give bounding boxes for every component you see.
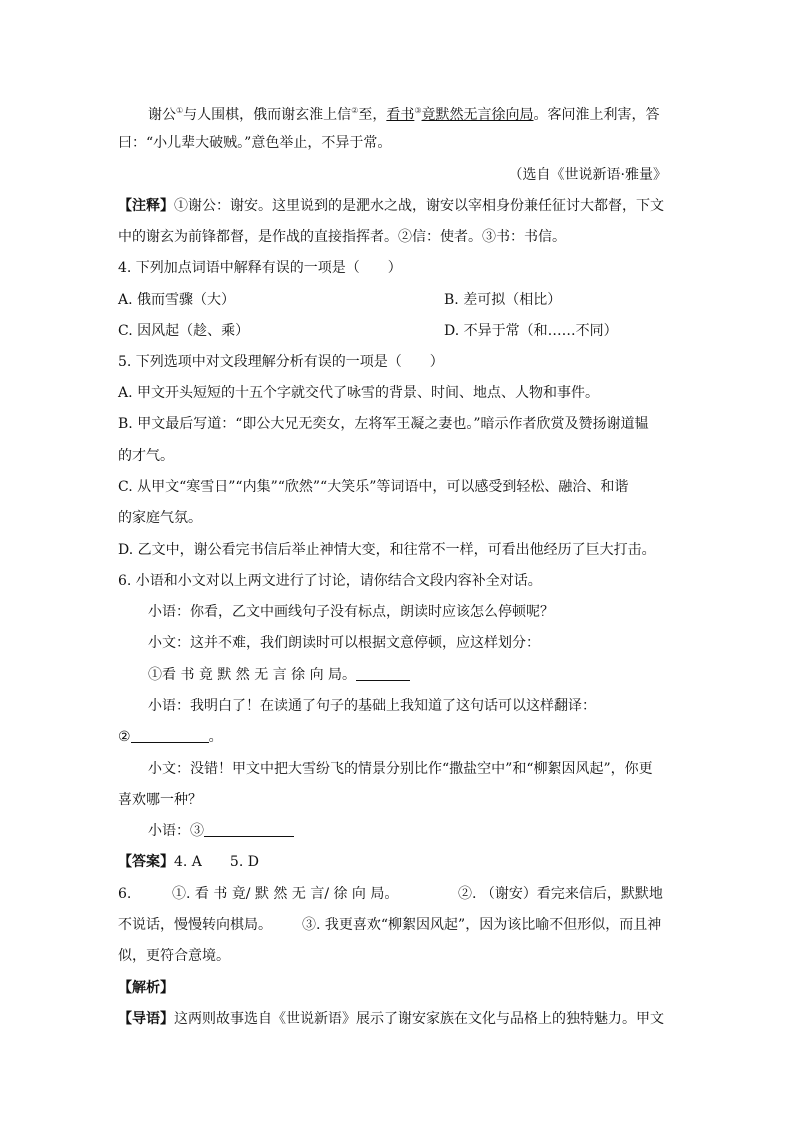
passage-source: （选自《世说新语·雅量》 <box>508 167 667 183</box>
q5-option-b-line-1: B. 甲文最后写道：“即公大兄无奕女，左将军王凝之妻也。”暗示作者欣赏及赞扬谢道韫 <box>118 416 649 432</box>
guide-line <box>118 1009 664 1029</box>
answer-6-part-2: ②. （谢安）看完来信后，默默地 <box>458 886 663 902</box>
q6-dialogue-6: 小文：没错！甲文中把大雪纷飞的情景分别比作“撒盐空中”和“柳絮因风起”，你更 <box>148 761 653 777</box>
guide-label: 【导语】 <box>118 1011 174 1027</box>
answer-label: 【答案】 <box>118 854 174 870</box>
analysis-label: 【解析】 <box>118 980 174 996</box>
q5-option-d: D. 乙文中，谢公看完书信后举止神情大变，和往常不一样，可看出他经历了巨大打击。 <box>118 542 656 558</box>
note-line-2: 中的谢玄为前锋都督，是作战的直接指挥者。②信：使者。③书：书信。 <box>118 229 566 245</box>
answer-6-line-2a: 不说话，慢慢转向棋局。 <box>118 917 272 933</box>
answer-line-1 <box>118 852 259 872</box>
answer-number-6: 6. <box>118 886 132 902</box>
note-label: 【注释】 <box>118 198 174 214</box>
q5-option-a: A. 甲文开头短短的十五个字就交代了咏雪的背景、时间、地点、人物和事件。 <box>118 385 600 401</box>
answer-6-part-1: ①. 看 书 竟/ 默 然 无 言/ 徐 向 局。 <box>172 886 399 902</box>
q6-dialogue-2: 小文：这并不难，我们朗读时可以根据文意停顿，应这样划分： <box>148 635 540 651</box>
answer-blank-3[interactable] <box>204 822 294 837</box>
q6-blank-number: ② <box>118 729 131 745</box>
q6-period: 。 <box>208 729 223 745</box>
underlined-sentence: 看书 <box>386 107 415 123</box>
underlined-sentence: 竟默然无言徐向局 <box>421 107 534 123</box>
passage-text: 。客问淮上利害，答 <box>533 107 660 123</box>
q6-stem: 6. 小语和小文对以上两文进行了讨论，请你结合文段内容补全对话。 <box>118 573 542 589</box>
passage-text: 与人围棋，俄而谢玄淮上信 <box>183 107 352 123</box>
q4-stem: 4. 下列加点词语中解释有误的一项是（ ） <box>118 260 402 276</box>
footnote-marker: ③ <box>414 106 422 115</box>
q4-option-c: C. 因风起（趁、乘） <box>118 323 250 339</box>
q4-option-d: D. 不异于常（和……不同） <box>444 323 618 339</box>
q5-option-c-line-1: C. 从甲文“寒雪日”“内集”“欣然”“大笑乐”等词语中，可以感受到轻松、融洽、和谐 <box>118 479 629 495</box>
note-text: ①谢公：谢安。这里说到的是淝水之战，谢安以宰相身份兼任征讨大都督，下文 <box>174 198 664 214</box>
q4-option-a: A. 俄而雪骤（大） <box>118 292 236 308</box>
passage-text: 至， <box>358 107 387 123</box>
passage-line-2: 曰：“小儿辈大破贼。”意色举止，不异于常。 <box>118 135 392 151</box>
passage-line-1 <box>148 101 660 125</box>
answer-blank-1[interactable] <box>356 666 410 681</box>
q5-option-b-line-2: 的才气。 <box>118 448 174 464</box>
note-line-1 <box>118 196 664 216</box>
answer-text: 4. A 5. D <box>174 854 259 870</box>
answer-blank-2[interactable] <box>131 728 209 743</box>
q6-dialogue-3 <box>148 665 410 685</box>
q5-option-c-line-2: 的家庭气氛。 <box>118 510 202 526</box>
q6-blank-number: 小语：③ <box>148 823 204 839</box>
footnote-marker: ① <box>176 106 184 115</box>
passage-text: 谢公 <box>148 107 176 123</box>
guide-text: 这两则故事选自《世说新语》展示了谢安家族在文化与品格上的独特魅力。甲文 <box>174 1011 664 1027</box>
q6-dialogue-8 <box>148 821 294 841</box>
q6-dialogue-5 <box>118 727 223 747</box>
answer-6-line-3: 似，更符合意境。 <box>118 948 230 964</box>
q6-dialogue-4: 小语：我明白了！在读通了句子的基础上我知道了这句话可以这样翻译： <box>148 698 596 714</box>
q5-stem: 5. 下列选项中对文段理解分析有误的一项是（ ） <box>118 354 444 370</box>
answer-6-line-2b: ③. 我更喜欢“柳絮因风起”，因为该比喻不但形似，而且神 <box>302 917 662 933</box>
q6-dialogue-1: 小语：你看，乙文中画线句子没有标点，朗读时应该怎么停顿呢？ <box>148 604 554 620</box>
q6-blank-prompt: ①看 书 竟 默 然 无 言 徐 向 局。 <box>148 667 357 683</box>
footnote-marker: ② <box>351 106 359 115</box>
q4-option-b: B. 差可拟（相比） <box>444 292 562 308</box>
q6-dialogue-7: 喜欢哪一种？ <box>118 792 202 808</box>
